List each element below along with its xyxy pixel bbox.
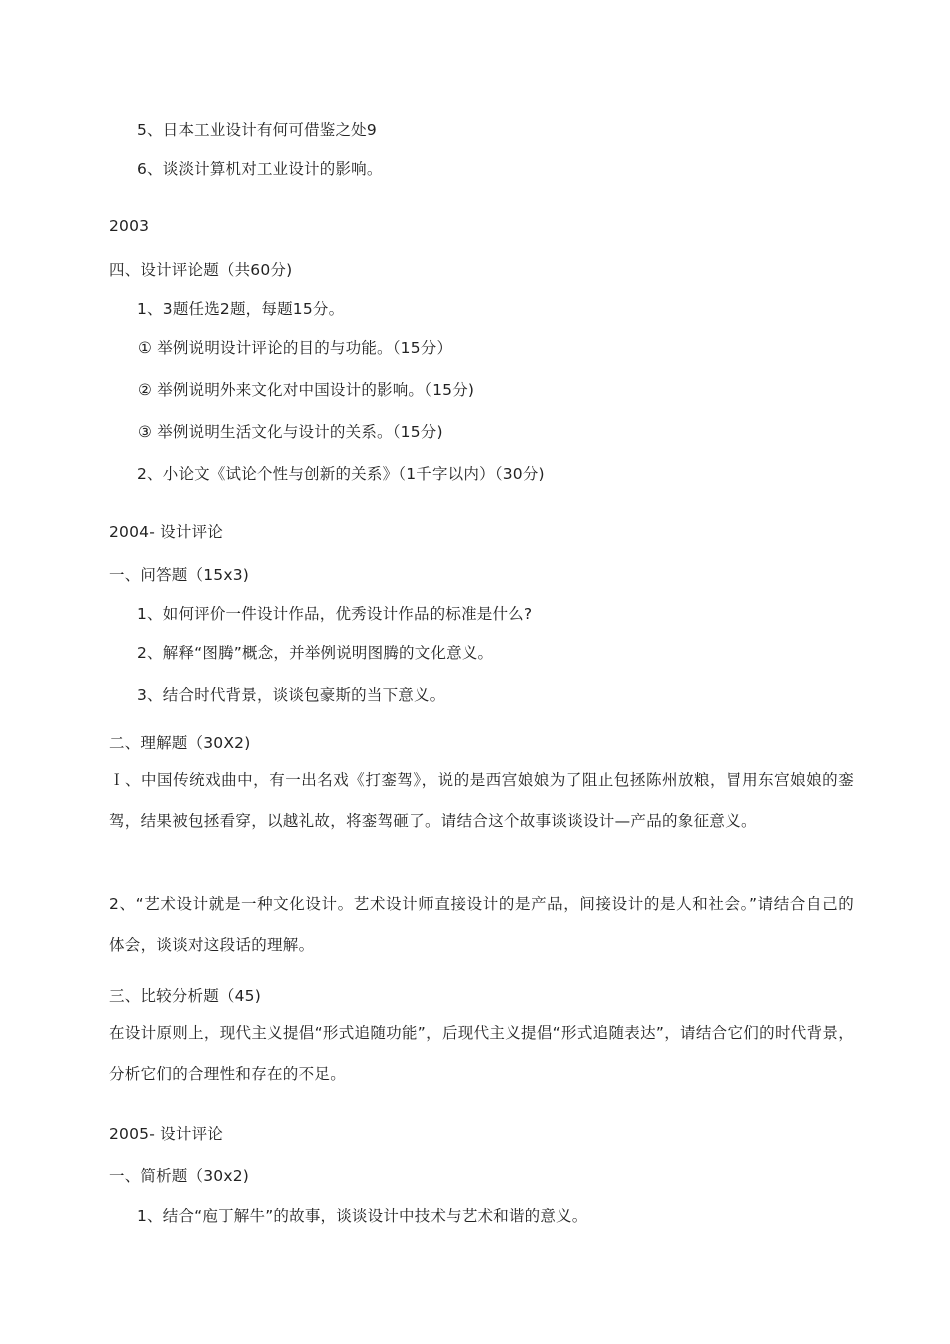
question-3: 3、结合时代背景，谈谈包豪斯的当下意义。 — [137, 686, 446, 704]
section-heading-qa: 一、问答题（15x3) — [109, 566, 250, 584]
year-heading-2003: 2003 — [109, 217, 150, 235]
year-heading-2005: 2005- 设计评论 — [109, 1125, 223, 1143]
paragraph-comparison: 在设计原则上，现代主义提倡“形式追随功能”，后现代主义提倡“形式追随表达”，请结合它们的时代背景，分析它们的合理性和存在的不足。 — [109, 1024, 854, 1083]
section-heading-understanding: 二、理解题（30X2) — [109, 734, 251, 752]
paragraph-question-1: Ｉ、中国传统戏曲中，有一出名戏《打銮驾》，说的是西宫娘娘为了阻止包拯陈州放粮，冒用东宫娘娘的銮驾，结果被包拯看穿，以越礼故，将銮驾砸了。请结合这个故事谈谈设计—产品的象征意义。 — [109, 771, 854, 830]
question-instruction: 1、3题任选2题，每题15分。 — [137, 300, 345, 318]
question-paoding: 1、结合“庖丁解牛”的故事，谈谈设计中技术与艺术和谐的意义。 — [137, 1207, 588, 1225]
question-5: 5、日本工业设计有何可借鉴之处9 — [137, 121, 377, 139]
year-heading-2004: 2004- 设计评论 — [109, 523, 223, 541]
question-2: 2、解释“图腾”概念，并举例说明图腾的文化意义。 — [137, 644, 494, 662]
option-1: ① 举例说明设计评论的目的与功能。（15分） — [138, 339, 453, 357]
option-3: ③ 举例说明生活文化与设计的关系。（15分) — [138, 423, 443, 441]
section-heading-design-review: 四、设计评论题（共60分) — [109, 261, 293, 279]
section-heading-analysis: 一、简析题（30x2) — [109, 1167, 250, 1185]
option-2: ② 举例说明外来文化对中国设计的影响。（15分) — [138, 381, 475, 399]
question-6: 6、谈淡计算机对工业设计的影响。 — [137, 160, 383, 178]
paragraph-question-2: 2、“艺术设计就是一种文化设计。艺术设计师直接设计的是产品，间接设计的是人和社会。”请结合自己的体会，谈谈对这段话的理解。 — [109, 895, 854, 954]
essay-question: 2、小论文《试论个性与创新的关系》（1千字以内）（30分) — [137, 465, 545, 483]
question-1: 1、如何评价一件设计作品，优秀设计作品的标准是什么? — [137, 605, 533, 623]
section-heading-comparison: 三、比较分析题（45) — [109, 987, 261, 1005]
